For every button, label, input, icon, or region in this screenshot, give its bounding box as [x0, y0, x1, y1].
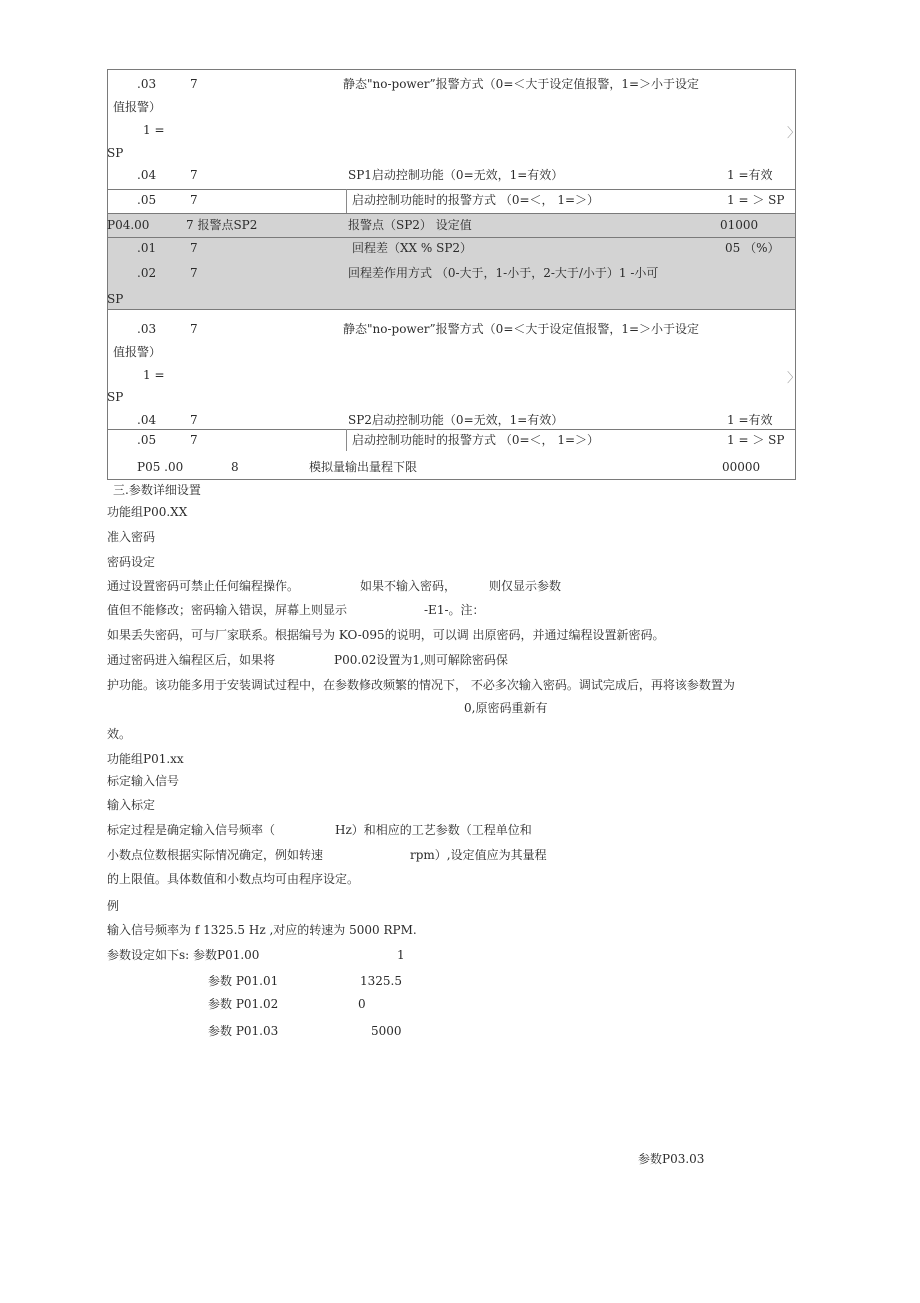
param-desc: 回程差作用方式 （0-大于，1-小于，2-大于/小于）1 -小可 [348, 266, 659, 280]
param-desc-cont: 值报警） [113, 345, 162, 359]
param-code: P05 .00 [137, 460, 184, 474]
group-heading: 功能组P01.xx [107, 752, 184, 766]
paragraph-text: 0,原密码重新有 [464, 701, 548, 715]
table-divider [107, 237, 796, 238]
paragraph-text: P00.02设置为1,则可解除密码保 [334, 653, 508, 667]
param-setting-label: 参数 P01.02 [208, 997, 279, 1011]
param-desc-cont: SP [107, 292, 124, 306]
paragraph-text: 则仅显示参数 [489, 579, 562, 593]
param-desc: SP2启动控制功能（0=无效，1=有效） [348, 413, 564, 427]
param-value: 1 =有效 [727, 413, 773, 427]
param-desc-cont: 值报警） [113, 100, 162, 114]
group-heading: 功能组P00.XX [107, 505, 188, 519]
paragraph-text: 通过设置密码可禁止任何编程操作。 [107, 579, 300, 593]
paragraph-text: Hz）和相应的工艺参数（工程单位和 [335, 823, 532, 837]
paragraph-text: 护功能。该功能多用于安装调试过程中，在参数修改频繁的情况下， 不必多次输入密码。调试完成后，再将该参数置为 [107, 678, 735, 692]
param-desc: 静态"no-power”报警方式（0=＜大于设定值报警，1=＞小于设定 [343, 77, 700, 91]
param-setting-value: 1 [397, 948, 405, 962]
table-divider [107, 309, 796, 310]
param-level: 7 [190, 322, 198, 336]
param-level: 7 报警点SP2 [186, 218, 258, 232]
param-code: .04 [137, 413, 157, 427]
param-level: 7 [190, 193, 198, 207]
param-code: .05 [137, 193, 157, 207]
param-value: 1 =有效 [727, 168, 773, 182]
paragraph-text: -E1-。注： [424, 603, 485, 617]
param-value: SP [107, 146, 124, 160]
param-code: P04.00 [107, 218, 150, 232]
subheading: 标定输入信号 [107, 774, 180, 788]
param-desc: 静态"no-power”报警方式（0=＜大于设定值报警，1=＞小于设定 [343, 322, 700, 336]
param-value: 1 = ＞ SP [727, 433, 785, 447]
subheading: 准入密码 [107, 530, 156, 544]
param-value: 1 = ＞ SP [727, 193, 785, 207]
param-level: 7 [190, 413, 198, 427]
table-divider [107, 429, 796, 430]
param-desc: 启动控制功能时的报警方式 （0=＜， 1=＞） [352, 193, 600, 207]
paragraph-text: 标定过程是确定输入信号频率（ [107, 823, 276, 837]
param-level: 7 [190, 77, 198, 91]
param-level: 7 [190, 168, 198, 182]
param-level: 7 [190, 266, 198, 280]
paragraph-text: 小数点位数根据实际情况确定，例如转速 [107, 848, 324, 862]
param-value: SP [107, 390, 124, 404]
paragraph-text: 值但不能修改；密码输入错误，屏幕上则显示 [107, 603, 348, 617]
param-setting-label: 参数 P01.01 [208, 974, 279, 988]
param-value: 1 = [143, 368, 165, 382]
table-divider [107, 189, 796, 190]
param-level: 7 [190, 241, 198, 255]
subheading: 输入标定 [107, 798, 156, 812]
param-setting-value: 5000 [371, 1024, 402, 1038]
example-label: 例 [107, 899, 120, 913]
param-setting-value: 1325.5 [360, 974, 402, 988]
param-code: .01 [137, 241, 157, 255]
param-level: 8 [231, 460, 239, 474]
chevron-right-icon: 〉 [787, 126, 801, 141]
param-setting-label: 参数 P01.03 [208, 1024, 279, 1038]
param-value: 00000 [722, 460, 761, 474]
paragraph-text: 通过密码进入编程区后，如果将 [107, 653, 276, 667]
param-code: .04 [137, 168, 157, 182]
paragraph-text: 输入信号频率为 f 1325.5 Hz ,对应的转速为 5000 RPM. [107, 923, 417, 937]
param-desc: 模拟量输出量程下限 [309, 460, 418, 474]
cell-divider [346, 429, 347, 451]
paragraph-text: 如果丢失密码，可与厂家联系。根据编号为 KO-095的说明，可以调 出原密码，并通过编程设置新密码。 [107, 628, 665, 642]
param-code: .02 [137, 266, 157, 280]
param-code: .05 [137, 433, 157, 447]
paragraph-text: 效。 [107, 727, 132, 741]
param-desc: 报警点（SP2） 设定值 [348, 218, 472, 232]
param-level: 7 [190, 433, 198, 447]
section-title: 三.参数详细设置 [113, 483, 201, 497]
paragraph-text: rpm）,设定值应为其量程 [410, 848, 547, 862]
chevron-right-icon: 〉 [787, 371, 801, 386]
param-code: .03 [137, 322, 157, 336]
paragraph-text: 的上限值。具体数值和小数点均可由程序设定。 [107, 872, 360, 886]
param-value: 05 （%） [725, 241, 780, 255]
param-value: 1 = [143, 123, 165, 137]
table-divider [107, 213, 796, 214]
param-value: 01000 [720, 218, 759, 232]
param-setting-label: 参数设定如下s: 参数P01.00 [107, 948, 260, 962]
footer-text: 参数P03.03 [638, 1152, 705, 1166]
subheading: 密码设定 [107, 555, 156, 569]
param-desc: SP1启动控制功能（0=无效，1=有效） [348, 168, 564, 182]
param-code: .03 [137, 77, 157, 91]
param-desc: 回程差（XX % SP2） [352, 241, 473, 255]
cell-divider [346, 189, 347, 213]
paragraph-text: 如果不输入密码， [360, 579, 457, 593]
param-setting-value: 0 [358, 997, 366, 1011]
param-desc: 启动控制功能时的报警方式 （0=＜， 1=＞） [352, 433, 600, 447]
